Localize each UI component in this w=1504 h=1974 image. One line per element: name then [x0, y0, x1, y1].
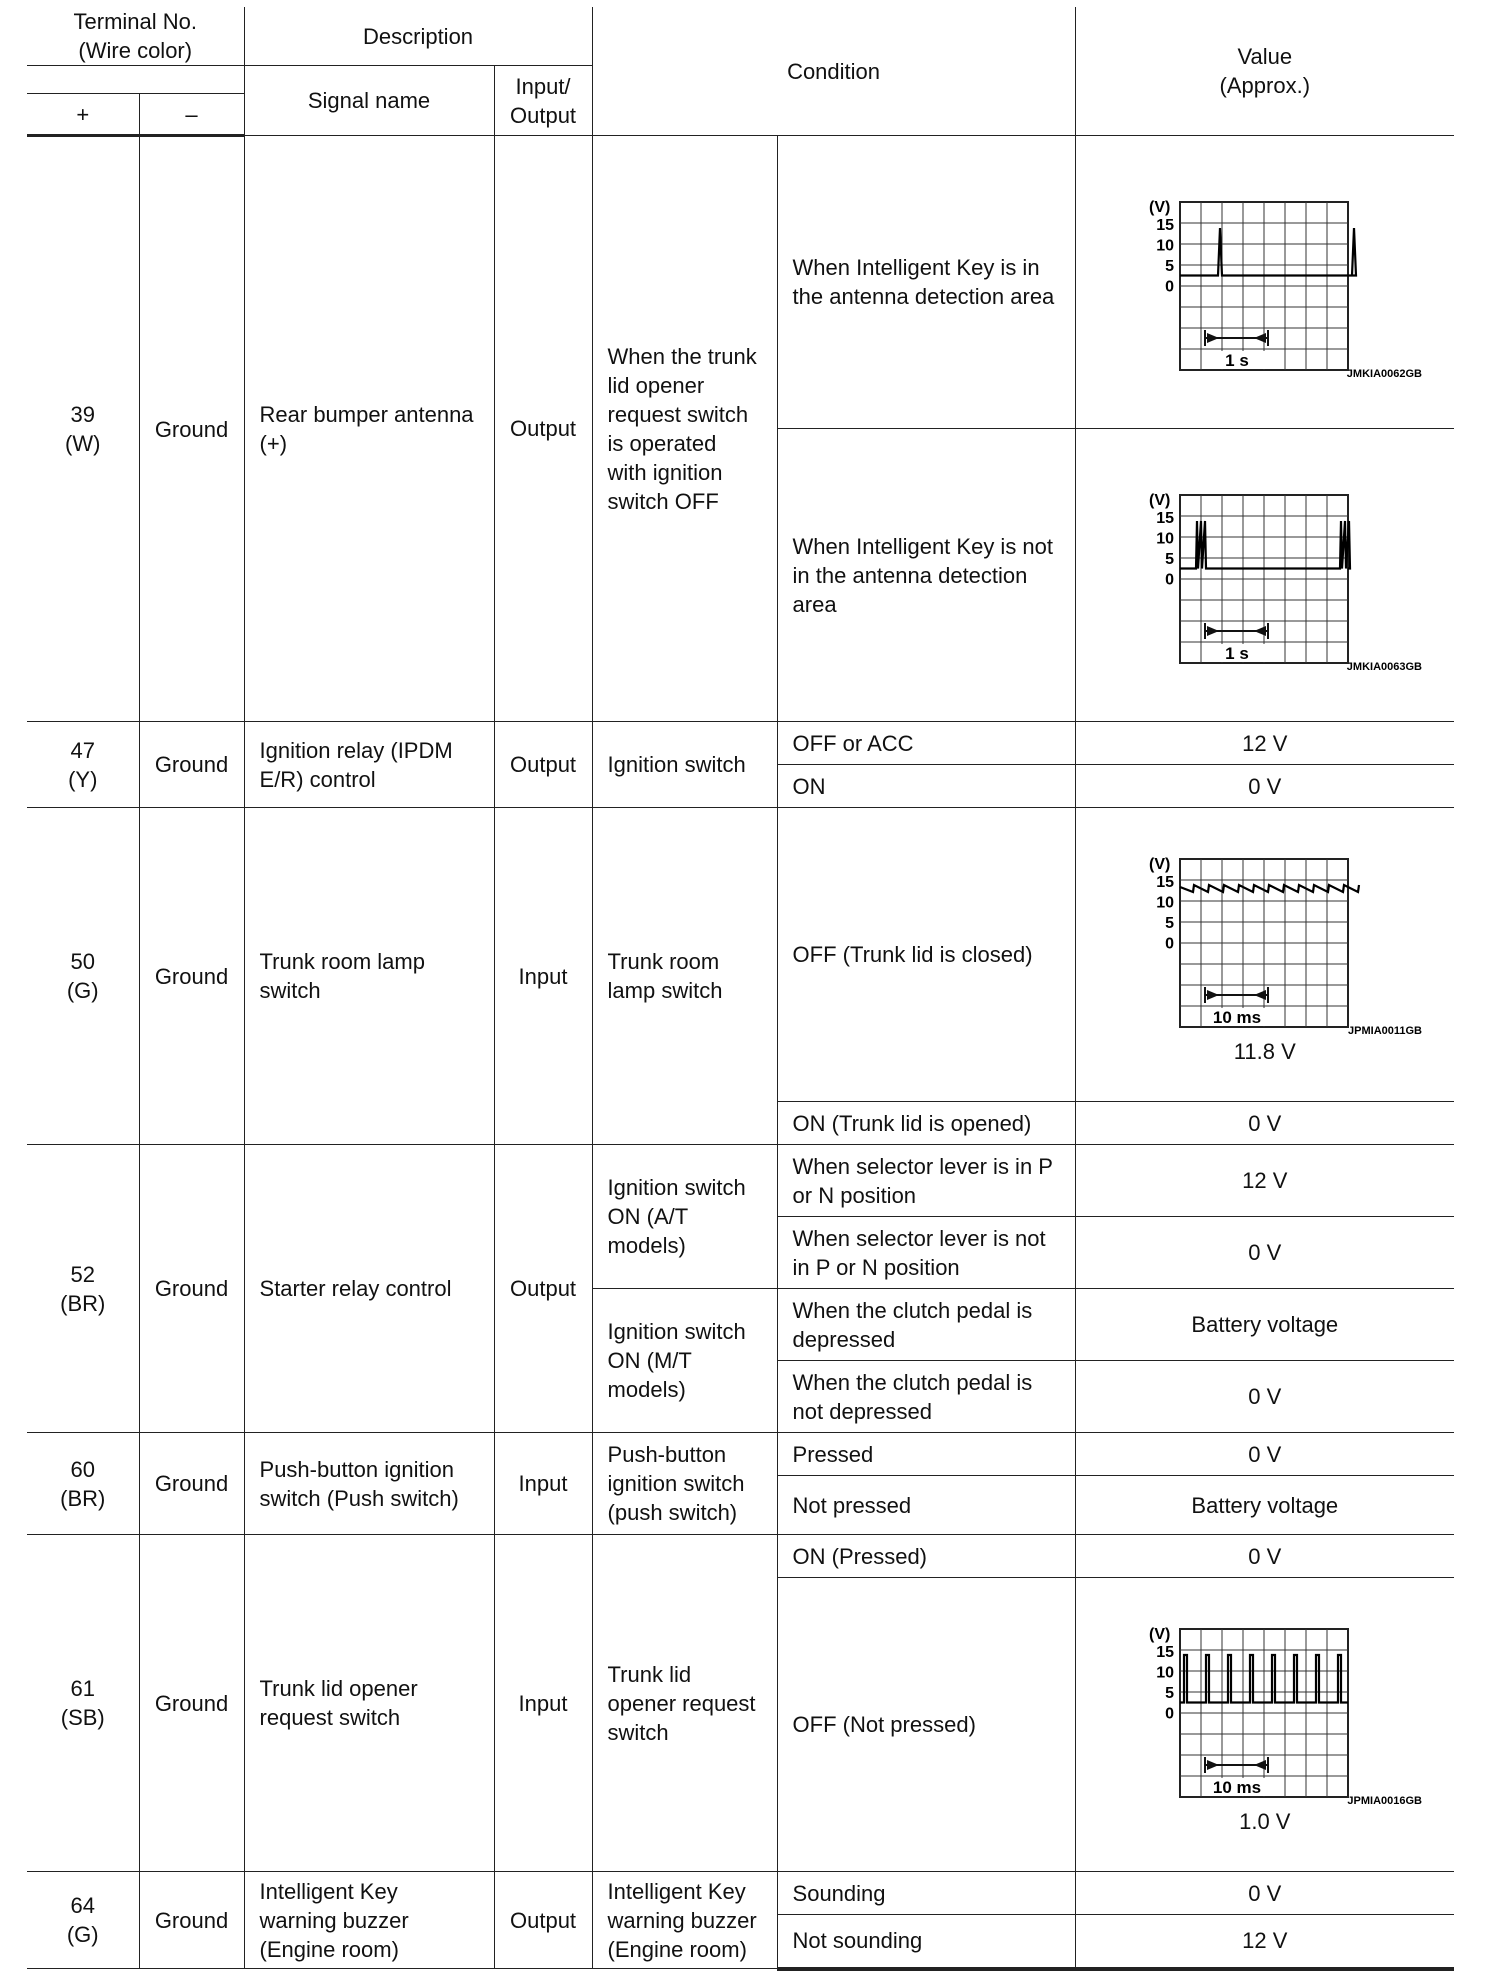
- subcondition-cell: When selector lever is not in P or N position: [777, 1217, 1075, 1289]
- condition-cell: Trunk room lamp switch: [592, 808, 777, 1145]
- value-cell: 12 V: [1075, 722, 1454, 765]
- terminal-cell: 60 (BR): [27, 1433, 139, 1535]
- figure-id-label: JMKIA0063GB: [1346, 661, 1422, 673]
- time-scale-label: 10 ms: [1212, 1778, 1261, 1797]
- value-cell: 12 V: [1075, 1145, 1454, 1217]
- io-cell: Output: [494, 1145, 592, 1433]
- ground-cell: Ground: [139, 1872, 244, 1969]
- signal-cell: Trunk lid opener request switch: [244, 1535, 494, 1872]
- ground-cell: Ground: [139, 1145, 244, 1433]
- table-row: [27, 1145, 1454, 1217]
- terminal-spec-table: [27, 7, 1454, 1971]
- waveform-cell: [1075, 136, 1454, 429]
- axis-unit-label: (V): [1148, 1626, 1171, 1643]
- waveform-trace: [1180, 521, 1350, 569]
- table-row: [27, 1872, 1454, 1915]
- y-tick-label: 5: [1164, 915, 1174, 932]
- condition-cell: When the trunk lid opener request switch is operated with ignition switch OFF: [592, 136, 777, 722]
- terminal-header: Terminal No. (Wire color): [27, 7, 244, 66]
- figure-id-label: JPMIA0016GB: [1347, 1795, 1422, 1807]
- terminal-header-spacer: [27, 66, 244, 94]
- waveform-graph: [1100, 839, 1430, 1039]
- table-row: [27, 136, 1454, 429]
- value-cell: 12 V: [1075, 1915, 1454, 1969]
- subcondition-cell: Not sounding: [777, 1915, 1075, 1969]
- subcondition-cell: ON (Trunk lid is opened): [777, 1102, 1075, 1145]
- waveform-graph: [1100, 182, 1430, 382]
- signal-cell: Push-button ignition switch (Push switch): [244, 1433, 494, 1535]
- io-cell: Output: [494, 722, 592, 808]
- signal-cell: Starter relay control: [244, 1145, 494, 1433]
- plus-header: +: [27, 94, 139, 136]
- waveform-value: 1.0 V: [1239, 1809, 1291, 1834]
- subcondition-cell: OFF or ACC: [777, 722, 1075, 765]
- condition-cell: Intelligent Key warning buzzer (Engine room): [592, 1872, 777, 1969]
- ground-cell: Ground: [139, 1535, 244, 1872]
- value-cell: Battery voltage: [1075, 1476, 1454, 1535]
- time-scale-arrow: [1254, 333, 1266, 343]
- waveform-graph: [1100, 475, 1430, 675]
- value-cell: 0 V: [1075, 765, 1454, 808]
- subcondition-cell: When the clutch pedal is depressed: [777, 1289, 1075, 1361]
- signal-cell: Ignition relay (IPDM E/R) control: [244, 722, 494, 808]
- y-tick-label: 5: [1164, 258, 1174, 275]
- y-tick-label: 10: [1156, 237, 1174, 255]
- io-cell: Input: [494, 1535, 592, 1872]
- y-tick-label: 10: [1156, 530, 1174, 548]
- table-row: [27, 1433, 1454, 1476]
- subcondition-cell: Sounding: [777, 1872, 1075, 1915]
- value-cell: 0 V: [1075, 1433, 1454, 1476]
- table-row: [27, 808, 1454, 1102]
- ground-cell: Ground: [139, 722, 244, 808]
- time-scale-arrow: [1254, 1760, 1266, 1770]
- y-tick-label: 5: [1164, 551, 1174, 568]
- condition-cell: Ignition switch ON (M/T models): [592, 1289, 777, 1433]
- axis-unit-label: (V): [1148, 199, 1171, 216]
- y-tick-label: 5: [1164, 1685, 1174, 1702]
- y-tick-label: 10: [1156, 1664, 1174, 1682]
- axis-unit-label: (V): [1148, 492, 1171, 509]
- value-cell: Battery voltage: [1075, 1289, 1454, 1361]
- condition-header: Condition: [592, 7, 1075, 136]
- signal-name-header: Signal name: [244, 66, 494, 136]
- table-row: [27, 722, 1454, 765]
- waveform-cell: [1075, 1578, 1454, 1872]
- minus-header: –: [139, 94, 244, 136]
- subcondition-cell: When Intelligent Key is in the antenna detection area: [777, 136, 1075, 429]
- y-tick-label: 15: [1156, 217, 1174, 234]
- subcondition-cell: ON: [777, 765, 1075, 808]
- terminal-cell: 50 (G): [27, 808, 139, 1145]
- subcondition-cell: OFF (Trunk lid is closed): [777, 808, 1075, 1102]
- waveform-graph: [1100, 1609, 1430, 1809]
- terminal-cell: 64 (G): [27, 1872, 139, 1969]
- ground-cell: Ground: [139, 1433, 244, 1535]
- value-cell: 0 V: [1075, 1535, 1454, 1578]
- axis-unit-label: (V): [1148, 856, 1171, 873]
- subcondition-cell: When Intelligent Key is not in the antenna detection area: [777, 429, 1075, 722]
- subcondition-cell: Not pressed: [777, 1476, 1075, 1535]
- figure-id-label: JMKIA0062GB: [1346, 368, 1422, 380]
- value-cell: 0 V: [1075, 1872, 1454, 1915]
- condition-cell: Trunk lid opener request switch: [592, 1535, 777, 1872]
- terminal-cell: 52 (BR): [27, 1145, 139, 1433]
- y-tick-label: 0: [1164, 278, 1174, 296]
- waveform-value: 11.8 V: [1233, 1039, 1296, 1064]
- waveform-cell: [1075, 808, 1454, 1102]
- value-cell: 0 V: [1075, 1217, 1454, 1289]
- terminal-cell: 61 (SB): [27, 1535, 139, 1872]
- y-tick-label: 0: [1164, 1705, 1174, 1723]
- condition-cell: Ignition switch: [592, 722, 777, 808]
- description-header: Description: [244, 7, 592, 66]
- table-row: [27, 1535, 1454, 1578]
- y-tick-label: 0: [1164, 935, 1174, 953]
- io-cell: Output: [494, 1872, 592, 1969]
- signal-cell: Rear bumper antenna (+): [244, 136, 494, 722]
- subcondition-cell: OFF (Not pressed): [777, 1578, 1075, 1872]
- value-cell: 0 V: [1075, 1361, 1454, 1433]
- subcondition-cell: ON (Pressed): [777, 1535, 1075, 1578]
- terminal-cell: 47 (Y): [27, 722, 139, 808]
- subcondition-cell: Pressed: [777, 1433, 1075, 1476]
- waveform-trace: [1180, 228, 1356, 276]
- y-tick-label: 0: [1164, 571, 1174, 589]
- io-cell: Input: [494, 1433, 592, 1535]
- condition-cell: Ignition switch ON (A/T models): [592, 1145, 777, 1289]
- value-header: Value (Approx.): [1075, 7, 1454, 136]
- figure-id-label: JPMIA0011GB: [1347, 1025, 1422, 1037]
- signal-cell: Trunk room lamp switch: [244, 808, 494, 1145]
- time-scale-arrow: [1254, 990, 1266, 1000]
- subcondition-cell: When selector lever is in P or N position: [777, 1145, 1075, 1217]
- y-tick-label: 10: [1156, 894, 1174, 912]
- signal-cell: Intelligent Key warning buzzer (Engine room): [244, 1872, 494, 1969]
- waveform-cell: [1075, 429, 1454, 722]
- time-scale-arrow: [1207, 333, 1219, 343]
- value-cell: 0 V: [1075, 1102, 1454, 1145]
- time-scale-arrow: [1207, 990, 1219, 1000]
- time-scale-arrow: [1207, 1760, 1219, 1770]
- io-cell: Input: [494, 808, 592, 1145]
- time-scale-arrow: [1207, 626, 1219, 636]
- time-scale-arrow: [1254, 626, 1266, 636]
- y-tick-label: 15: [1156, 510, 1174, 527]
- ground-cell: Ground: [139, 808, 244, 1145]
- y-tick-label: 15: [1156, 1644, 1174, 1661]
- io-header: Input/ Output: [494, 66, 592, 136]
- condition-cell: Push-button ignition switch (push switch): [592, 1433, 777, 1535]
- terminal-cell: 39 (W): [27, 136, 139, 722]
- time-scale-label: 10 ms: [1212, 1008, 1261, 1027]
- y-tick-label: 15: [1156, 874, 1174, 891]
- time-scale-label: 1 s: [1224, 644, 1249, 663]
- ground-cell: Ground: [139, 136, 244, 722]
- time-scale-label: 1 s: [1224, 351, 1249, 370]
- subcondition-cell: When the clutch pedal is not depressed: [777, 1361, 1075, 1433]
- io-cell: Output: [494, 136, 592, 722]
- waveform-trace: [1180, 885, 1359, 892]
